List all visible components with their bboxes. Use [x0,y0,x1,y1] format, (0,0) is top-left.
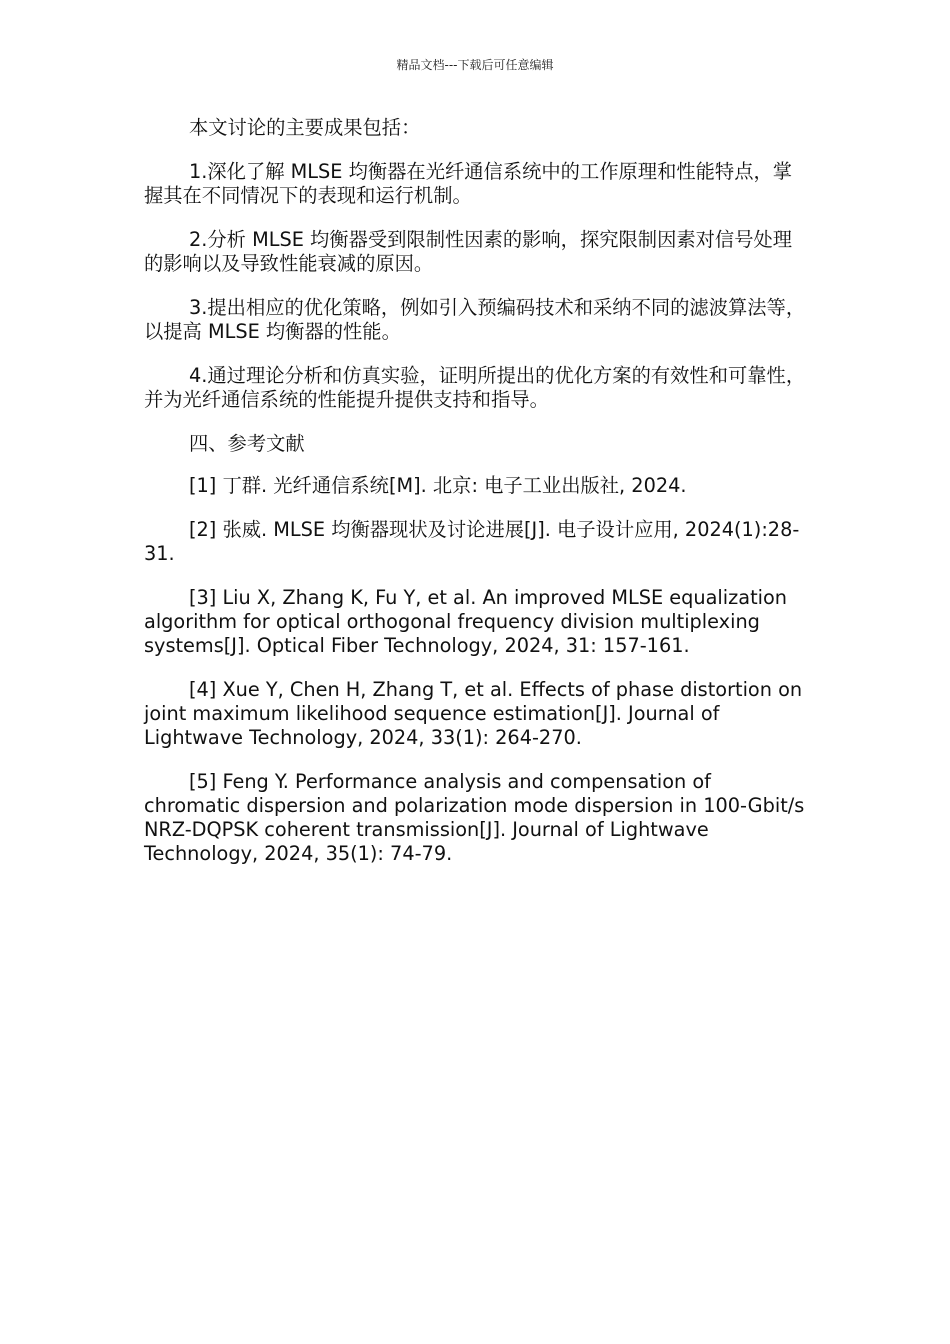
result-item-4: 4.通过理论分析和仿真实验，证明所提出的优化方案的有效性和可靠性，并为光纤通信系统的性能提升提供支持和指导。 [144,364,806,411]
result-item-3: 3.提出相应的优化策略，例如引入预编码技术和采纳不同的滤波算法等，以提高 MLSE 均衡器的性能。 [144,296,806,343]
reference-item-5: [5] Feng Y. Performance analysis and compensation of chromatic dispersion and polarization mode dispersion in 100-Gbit/s NRZ-DQPSK coherent transmission[J]. Journal of Lightwave Technology, 2024, 35(1): 74-79. [144,770,805,865]
result-item-1: 1.深化了解 MLSE 均衡器在光纤通信系统中的工作原理和性能特点，掌握其在不同情况下的表现和运行机制。 [144,160,793,207]
reference-item-3: [3] Liu X, Zhang K, Fu Y, et al. An improved MLSE equalization algorithm for optical orthogonal frequency division multiplexing systems[J]. Optical Fiber Technology, 2024, 31: 157-161. [144,586,788,657]
document-body [144,116,810,886]
reference-item-2: [2] 张威. MLSE 均衡器现状及讨论进展[J]. 电子设计应用, 2024(1):28-31. [144,518,800,565]
result-item-2: 2.分析 MLSE 均衡器受到限制性因素的影响，探究限制因素对信号处理的影响以及导致性能衰减的原因。 [144,228,793,275]
reference-item-4: [4] Xue Y, Chen H, Zhang T, et al. Effects of phase distortion on joint maximum likelihood sequence estimation[J]. Journal of Lightwave Technology, 2024, 33(1): 264-270. [144,678,803,749]
intro-paragraph: 本文讨论的主要成果包括： [189,116,421,139]
page-header: 精品文档---下载后可任意编辑 [396,58,554,72]
reference-item-1: [1] 丁群. 光纤通信系统[M]. 北京: 电子工业出版社, 2024. [189,474,687,497]
section-heading-references: 四、参考文献 [189,432,305,455]
